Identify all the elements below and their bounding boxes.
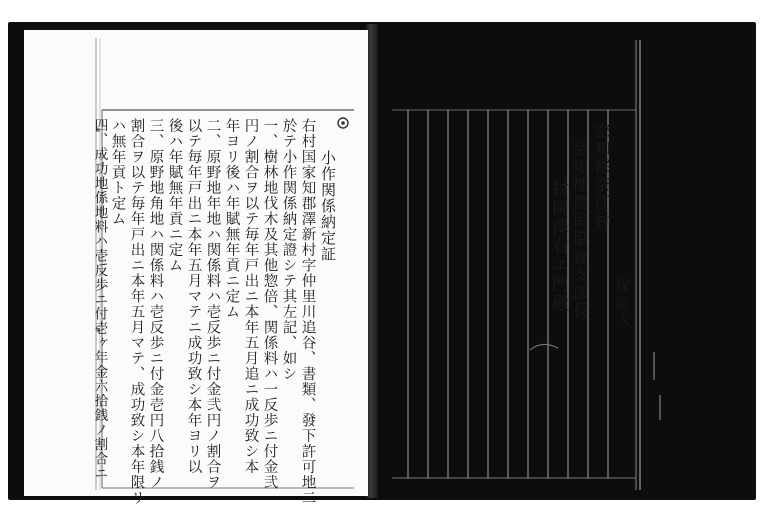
association-line: 空知郡農民協會支部長	[570, 140, 589, 320]
body-line-5: 年ヨリ後ハ年賦無年貢ニ定ム	[223, 118, 240, 320]
body-line-6: 二、原野地年地ハ関係料ハ壱反歩ニ付金弐円ノ割合ヲ	[204, 118, 221, 490]
address-line: 空知郡奈江村	[592, 122, 611, 230]
addressee-line: 村岡澤右エ門殿	[548, 180, 568, 313]
body-line-8: 後ハ年賦無年貢ニ定ム	[166, 118, 183, 273]
body-line-10: 割合ヲ以テ毎年戸出ニ本年五月マテ、成功致シ本年限リ	[128, 118, 145, 506]
body-line-4: 円ノ割合ヲ以テ毎年戸出ニ本年五月追ニ成功致シ本	[242, 118, 259, 475]
body-line-3: 一、樹林地伐木及其他惣倍、関係料ハ一反歩ニ付金弐	[261, 118, 278, 490]
body-line-11: ハ無年貢ト定ム	[109, 118, 126, 227]
witness-label: 保証人	[614, 278, 630, 329]
body-line-1: 右村国家知郡澤新村字仲里川追谷、書類、發下許可地二	[299, 118, 316, 506]
body-line-2: 於テ小作関係納定證シテ其左記、如シ	[280, 118, 297, 382]
body-line-7: 以テ毎年戸出ニ本年五月マテニ成功致シ本年ヨリ以	[185, 118, 202, 475]
body-line-9: 三、原野地角地ハ関係料ハ壱反歩ニ付金壱円八拾銭ノ	[147, 118, 164, 490]
document-title: 小作関係納定証	[319, 150, 337, 262]
body-line-12: 四、成功地係地料ハ壱反歩ニ付壱ヶ年金六拾銭ノ割合ニ	[91, 118, 108, 481]
